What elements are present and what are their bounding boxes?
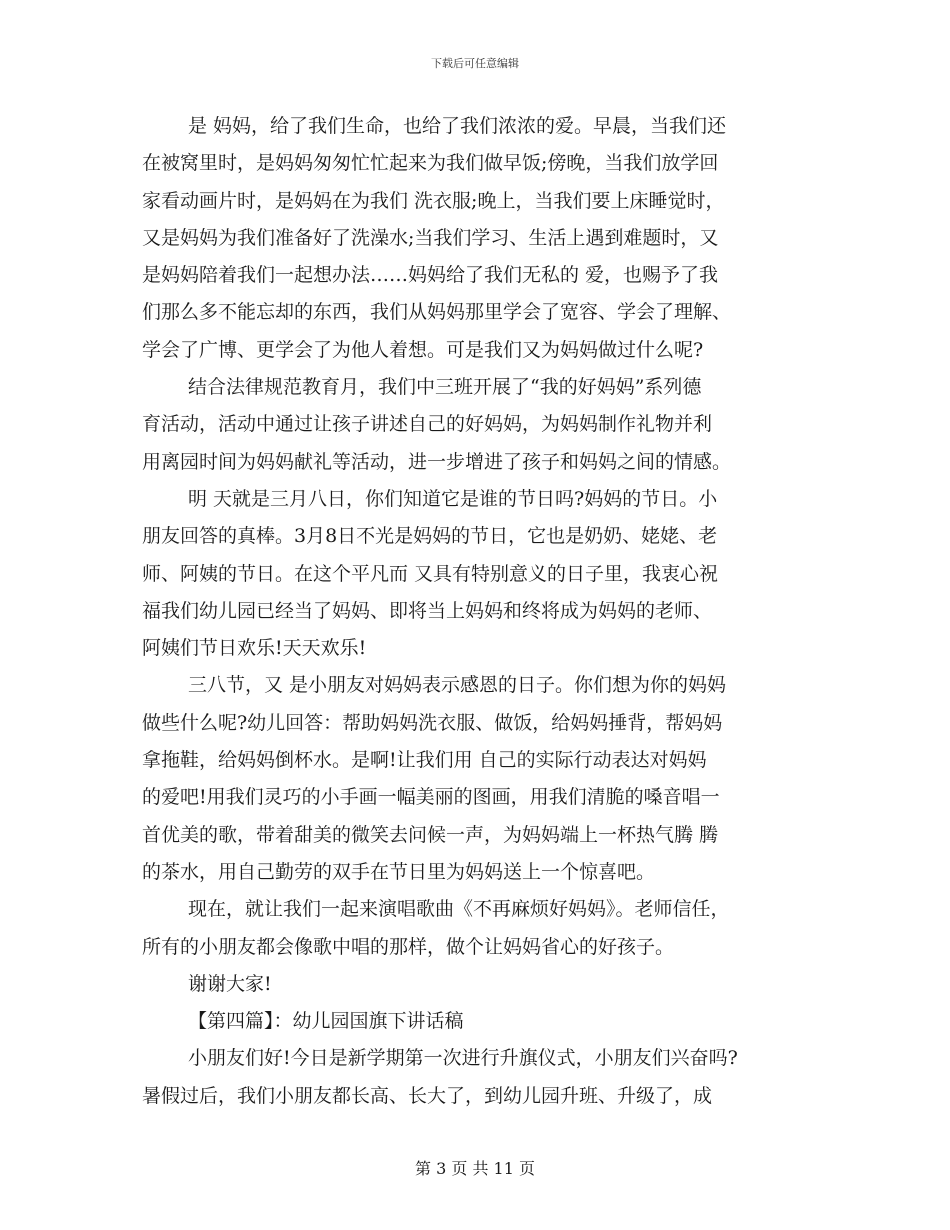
text-line: 是妈妈陪着我们一起想办法……妈妈给了我们无私的 爱，也赐予了我 <box>142 264 719 287</box>
text-line: 三八节，又 是小朋友对妈妈表示感恩的日子。你们想为你的妈妈 <box>188 674 727 697</box>
text-line: 谢谢大家! <box>188 972 272 995</box>
text-line: 朋友回答的真棒。3月8日不光是妈妈的节日，它也是奶奶、姥姥、老 <box>142 525 718 548</box>
page-footer: 第 3 页 共 11 页 <box>415 1159 535 1178</box>
text-line: 阿姨们节日欢乐!天天欢乐! <box>142 637 367 660</box>
page-header: 下载后可任意编辑 <box>431 57 519 70</box>
text-line: 的茶水，用自己勤劳的双手在节日里为妈妈送上一个惊喜吧。 <box>142 860 656 883</box>
text-line: 现在，就让我们一起来演唱歌曲《不再麻烦好妈妈》。老师信任， <box>188 898 730 921</box>
text-line: 做些什么呢?幼儿回答：帮助妈妈洗衣服、做饭，给妈妈捶背，帮妈妈 <box>142 711 723 734</box>
text-line: 们那么多不能忘却的东西，我们从妈妈那里学会了宽容、学会了理解、 <box>142 301 732 324</box>
text-line: 家看动画片时，是妈妈在为我们 洗衣服;晚上，当我们要上床睡觉时， <box>142 189 725 212</box>
text-line: 是 妈妈，给了我们生命，也给了我们浓浓的爱。早晨，当我们还 <box>188 115 727 137</box>
text-line: 所有的小朋友都会像歌中唱的那样，做个让妈妈省心的好孩子。 <box>142 935 675 958</box>
text-line: 明 天就是三月八日，你们知道它是谁的节日吗?妈妈的节日。小 <box>188 487 718 510</box>
text-line: 暑假过后，我们小朋友都长高、长大了，到幼儿园升班、升级了，成 <box>142 1084 713 1107</box>
text-line: 在被窝里时，是妈妈匆匆忙忙起来为我们做早饭;傍晚，当我们放学回 <box>142 152 719 175</box>
document-body <box>142 108 814 1115</box>
text-line: 小朋友们好!今日是新学期第一次进行升旗仪式，小朋友们兴奋吗? <box>188 1047 738 1070</box>
text-line: 又是妈妈为我们准备好了洗澡水;当我们学习、生活上遇到难题时，又 <box>142 226 719 249</box>
text-line: 用离园时间为妈妈献礼等活动，进一步增进了孩子和妈妈之间的情感。 <box>142 450 732 473</box>
text-line: 福我们幼儿园已经当了妈妈、即将当上妈妈和终将成为妈妈的老师、 <box>142 599 713 622</box>
text-line: 的爱吧!用我们灵巧的小手画一幅美丽的图画，用我们清脆的嗓音唱一 <box>142 786 720 809</box>
text-line: 师、阿姨的节日。在这个平凡而 又具有特别意义的日子里，我衷心祝 <box>142 562 719 585</box>
text-line: 首优美的歌，带着甜美的微笑去问候一声，为妈妈端上一杯热气腾 腾 <box>142 823 719 846</box>
text-line: 结合法律规范教育月，我们中三班开展了“我的好妈妈”系列德 <box>188 376 702 399</box>
text-line: 育活动，活动中通过让孩子讲述自己的好妈妈，为妈妈制作礼物并利 <box>142 413 713 436</box>
text-line: 学会了广博、更学会了为他人着想。可是我们又为妈妈做过什么呢? <box>142 338 704 361</box>
text-line: 【第四篇】：幼儿园国旗下讲话稿 <box>188 1010 464 1033</box>
text-line: 拿拖鞋，给妈妈倒杯水。是啊!让我们用 自己的实际行动表达对妈妈 <box>142 749 707 772</box>
